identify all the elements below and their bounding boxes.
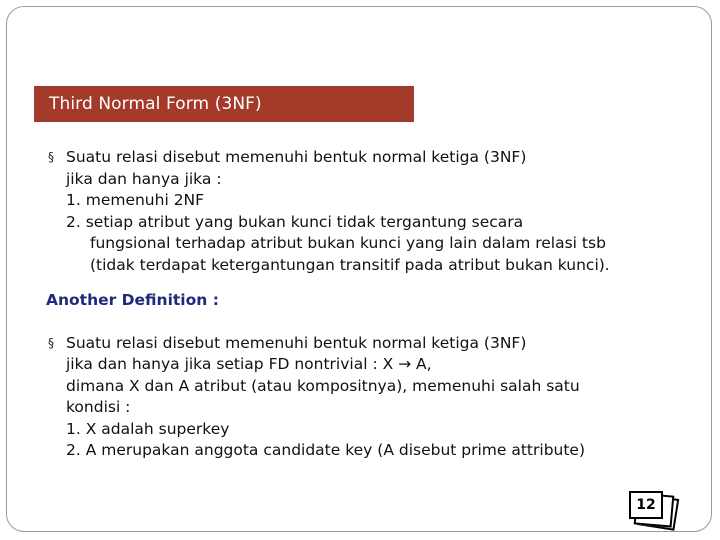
slide-title: Third Normal Form (3NF) xyxy=(49,94,262,114)
text-line: 2. setiap atribut yang bukan kunci tidak tergantung secara xyxy=(66,212,524,231)
text-line: 1. memenuhi 2NF xyxy=(66,191,205,209)
title-bar xyxy=(34,86,414,122)
page-number-badge xyxy=(629,491,677,525)
text-line: 2. A merupakan anggota candidate key (A disebut prime attribute) xyxy=(66,441,586,459)
text-line: jika dan hanya jika setiap FD nontrivial : X → A, xyxy=(66,355,432,373)
text-line: 1. X adalah superkey xyxy=(66,419,230,438)
text-line: dimana X dan A atribut (atau kompositnya), memenuhi salah satu xyxy=(66,376,580,395)
definition-paragraph-2 xyxy=(46,333,706,462)
text-line: fungsional terhadap atribut bukan kunci yang lain dalam relasi tsb xyxy=(90,234,606,252)
text-line: jika dan hanya jika : xyxy=(66,169,222,188)
subheading: Another Definition : xyxy=(46,291,219,309)
definition-paragraph-1 xyxy=(46,147,706,276)
text-line: (tidak terdapat ketergantungan transitif pada atribut bukan kunci). xyxy=(90,255,610,274)
text-line: Suatu relasi disebut memenuhi bentuk normal ketiga (3NF) xyxy=(66,333,527,352)
page-number: 12 xyxy=(629,491,663,519)
text-line: Suatu relasi disebut memenuhi bentuk normal ketiga (3NF) xyxy=(66,148,527,166)
bullet-icon: § xyxy=(48,335,54,350)
bullet-icon: § xyxy=(48,150,54,164)
text-line: kondisi : xyxy=(66,398,131,416)
slide-content xyxy=(46,147,706,462)
